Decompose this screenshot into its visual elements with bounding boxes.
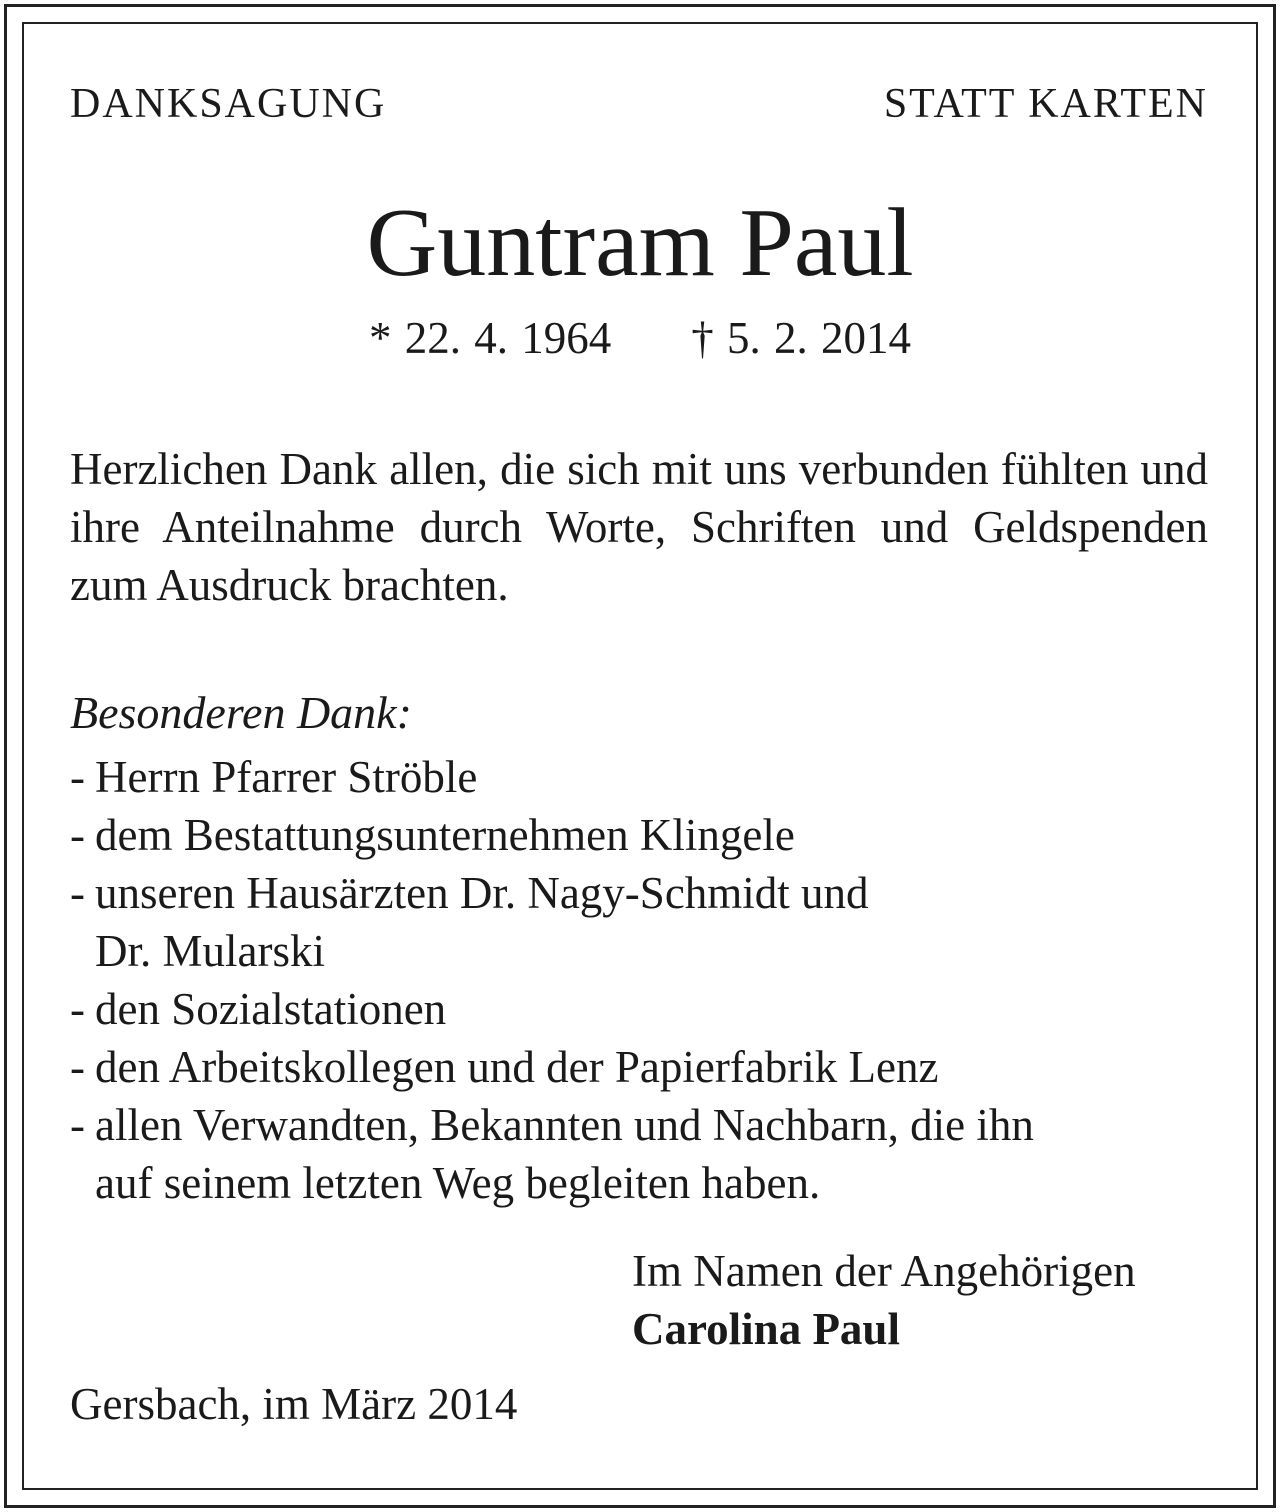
life-dates: [0, 312, 1280, 364]
header-left: DANKSAGUNG: [70, 81, 387, 127]
birth-date: * 22. 4. 1964: [369, 313, 612, 363]
header-row: [70, 80, 1208, 128]
signoff-line: Im Namen der Angehörigen: [632, 1246, 1136, 1296]
death-date: † 5. 2. 2014: [691, 313, 911, 363]
special-thanks-list: [70, 748, 1208, 1212]
place-date: Gersbach, im März 2014: [70, 1379, 518, 1429]
thanks-paragraph: Herzlichen Dank allen, die sich mit uns verbunden fühlten und ihre Anteilnahme durch Worte, Schriften und Geldspenden zum Ausdruck brachten.: [70, 444, 1208, 610]
list-item: - Herrn Pfarrer Ströble: [70, 748, 1208, 806]
list-item: - allen Verwandten, Bekannten und Nachbarn, die ihn auf seinem letzten Weg begleiten haben.: [70, 1096, 1070, 1212]
special-thanks-heading: Besonderen Dank:: [70, 687, 412, 738]
signoff: [632, 1242, 1136, 1358]
list-item: - den Sozialstationen: [70, 980, 1208, 1038]
header-right: STATT KARTEN: [883, 81, 1208, 127]
list-item: - den Arbeitskollegen und der Papierfabrik Lenz: [70, 1038, 1208, 1096]
list-item: - unseren Hausärzten Dr. Nagy-Schmidt und Dr. Mularski: [70, 864, 870, 980]
list-item: - dem Bestattungsunternehmen Klingele: [70, 806, 1208, 864]
signer-name: Carolina Paul: [632, 1304, 900, 1354]
deceased-name: Guntram Paul: [366, 189, 914, 297]
